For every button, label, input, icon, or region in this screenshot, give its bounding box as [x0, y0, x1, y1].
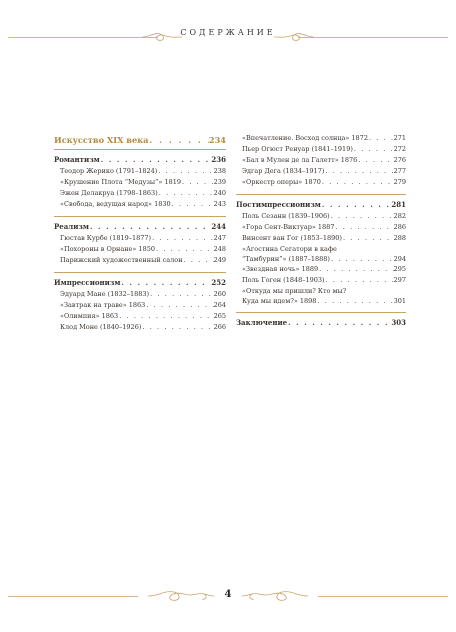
- divider: [54, 272, 226, 273]
- toc-item[interactable]: «Олимпия» 1863 . . . 265: [54, 311, 226, 322]
- toc-item-agostina-line1[interactable]: «Агостина Сегатори в кафе: [242, 245, 337, 253]
- toc-section-realism[interactable]: Реализм . . . 244: [54, 220, 226, 233]
- header-rule-right: [298, 37, 448, 38]
- toc-item[interactable]: Парижский художественный салон . . . 249: [54, 255, 226, 266]
- toc-item[interactable]: «Крушение Плота “Медузы”» 1819 . . . 239: [54, 177, 226, 188]
- page-title: СОДЕРЖАНИЕ: [180, 28, 276, 37]
- toc-item[interactable]: «Звездная ночь» 1889 . . . 295: [236, 264, 406, 275]
- toc-section-romanticism[interactable]: Романтизм . . . 236: [54, 153, 226, 166]
- page-number: 4: [224, 589, 232, 600]
- divider: [236, 194, 406, 195]
- toc-left-column: [54, 133, 226, 333]
- toc-item[interactable]: Теодор Жерико (1791–1824) . . . 238: [54, 166, 226, 177]
- toc-item[interactable]: Эдгар Дега (1834–1917) . . . 277: [236, 166, 406, 177]
- toc-item[interactable]: «Похороны в Орнане» 1850 . . . 248: [54, 244, 226, 255]
- toc-item[interactable]: Винсент ван Гог (1853–1890) . . . 288: [236, 233, 406, 244]
- toc-item[interactable]: «Впечатление. Восход солнца» 1872 . . . 271: [236, 133, 406, 144]
- header-flourish-right-icon: [272, 30, 316, 44]
- toc-item[interactable]: «Оркестр оперы» 1870 . . . 279: [236, 177, 406, 188]
- toc-part-heading[interactable]: Искусство XIX века . . . 234: [54, 133, 226, 147]
- divider: [236, 312, 406, 313]
- toc-item[interactable]: «Гора Сент-Виктуар» 1887 . . . 286: [236, 222, 406, 233]
- toc-item[interactable]: Клод Моне (1840–1926) . . . 266: [54, 322, 226, 333]
- toc-item[interactable]: Гюстав Курбе (1819–1877) . . . 247: [54, 233, 226, 244]
- toc-item[interactable]: Эдуард Мане (1832–1883) . . . 260: [54, 289, 226, 300]
- footer-flourish-right-icon: [240, 588, 310, 604]
- toc-item[interactable]: “Тамбурин”» (1887–1888) . . . 294: [236, 254, 406, 264]
- divider: [54, 216, 226, 217]
- toc-item[interactable]: «Завтрак на траве» 1863 . . . 264: [54, 300, 226, 311]
- toc-item[interactable]: Эжен Делакруа (1798–1863) . . . 240: [54, 188, 226, 199]
- toc-item-gauguin-line1[interactable]: «Откуда мы пришли? Кто мы?: [242, 287, 347, 295]
- toc-item[interactable]: Поль Сезанн (1839–1906) . . . 282: [236, 211, 406, 222]
- toc-item[interactable]: «Свобода, ведущая народ» 1830 . . . 243: [54, 199, 226, 210]
- toc-section-conclusion[interactable]: Заключение . . . 303: [236, 316, 406, 329]
- header-rule-left: [8, 37, 158, 38]
- divider: [54, 149, 226, 150]
- toc-right-column: [236, 133, 406, 329]
- toc-item[interactable]: Поль Гоген (1848–1903) . . . 297: [236, 275, 406, 286]
- toc-item[interactable]: Пьер Огюст Ренуар (1841–1919) . . . 272: [236, 144, 406, 155]
- toc-section-post-impressionism[interactable]: Постимпрессионизм . . . 281: [236, 198, 406, 211]
- toc-section-impressionism[interactable]: Импрессионизм . . . 252: [54, 276, 226, 289]
- toc-item[interactable]: «Бал в Мулен де ла Галетт» 1876 . . . 276: [236, 155, 406, 166]
- toc-item[interactable]: Куда мы идем?» 1898 . . . 301: [236, 296, 406, 306]
